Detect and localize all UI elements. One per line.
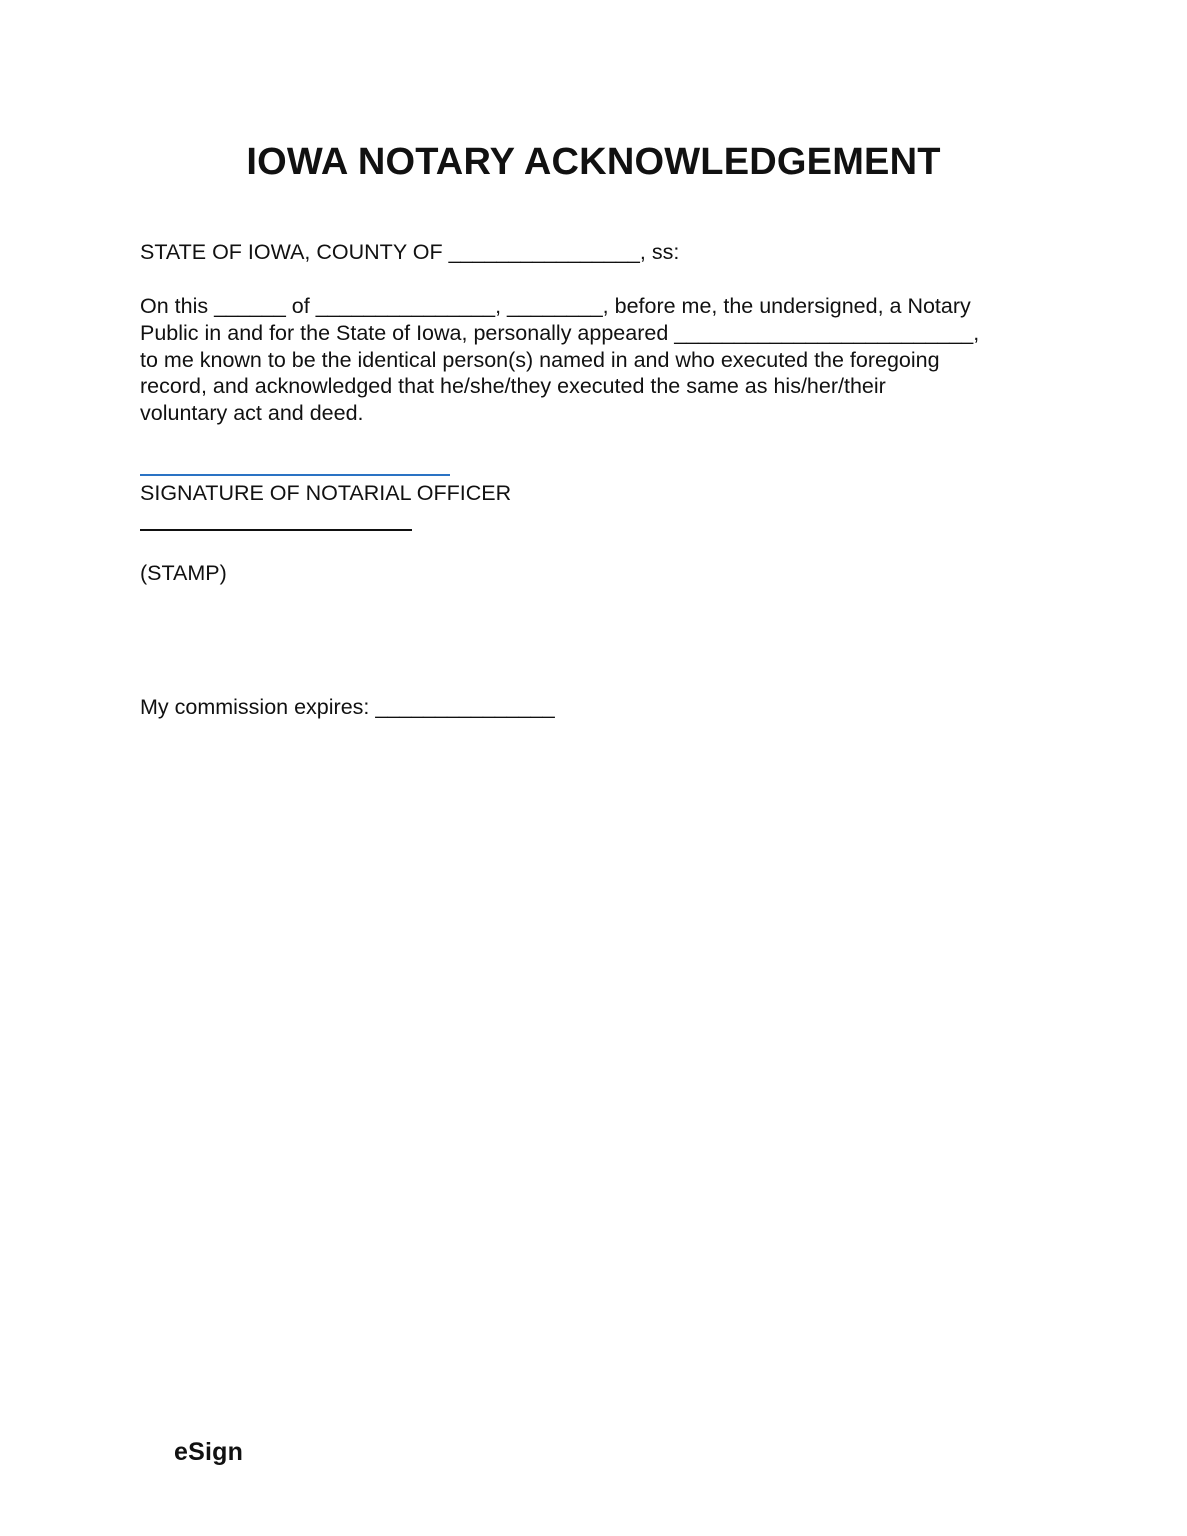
paragraph-line: to me known to be the identical person(s) named in and who executed the foregoing [140,347,940,372]
paragraph-line: On this ______ of _______________, ________, before me, the undersigned, a Notary [140,294,971,318]
paragraph-line: record, and acknowledged that he/she/they executed the same as his/her/their [140,374,886,399]
acknowledgement-paragraph [140,293,1060,427]
paragraph-line: Public in and for the State of Iowa, personally appeared _________________________, [140,320,980,345]
paragraph-line: voluntary act and deed. [140,401,364,426]
commission-expiry-line: My commission expires: _______________ [140,695,555,719]
document-title: IOWA NOTARY ACKNOWLEDGEMENT [246,141,941,183]
signature-label: SIGNATURE OF NOTARIAL OFFICER [140,481,512,505]
signature-line[interactable] [140,474,450,476]
stamp-label: (STAMP) [140,561,227,585]
printed-name-line[interactable] [140,529,412,531]
esign-logo: eSign [174,1438,244,1466]
state-county-line: STATE OF IOWA, COUNTY OF ________________, ss: [140,240,680,264]
